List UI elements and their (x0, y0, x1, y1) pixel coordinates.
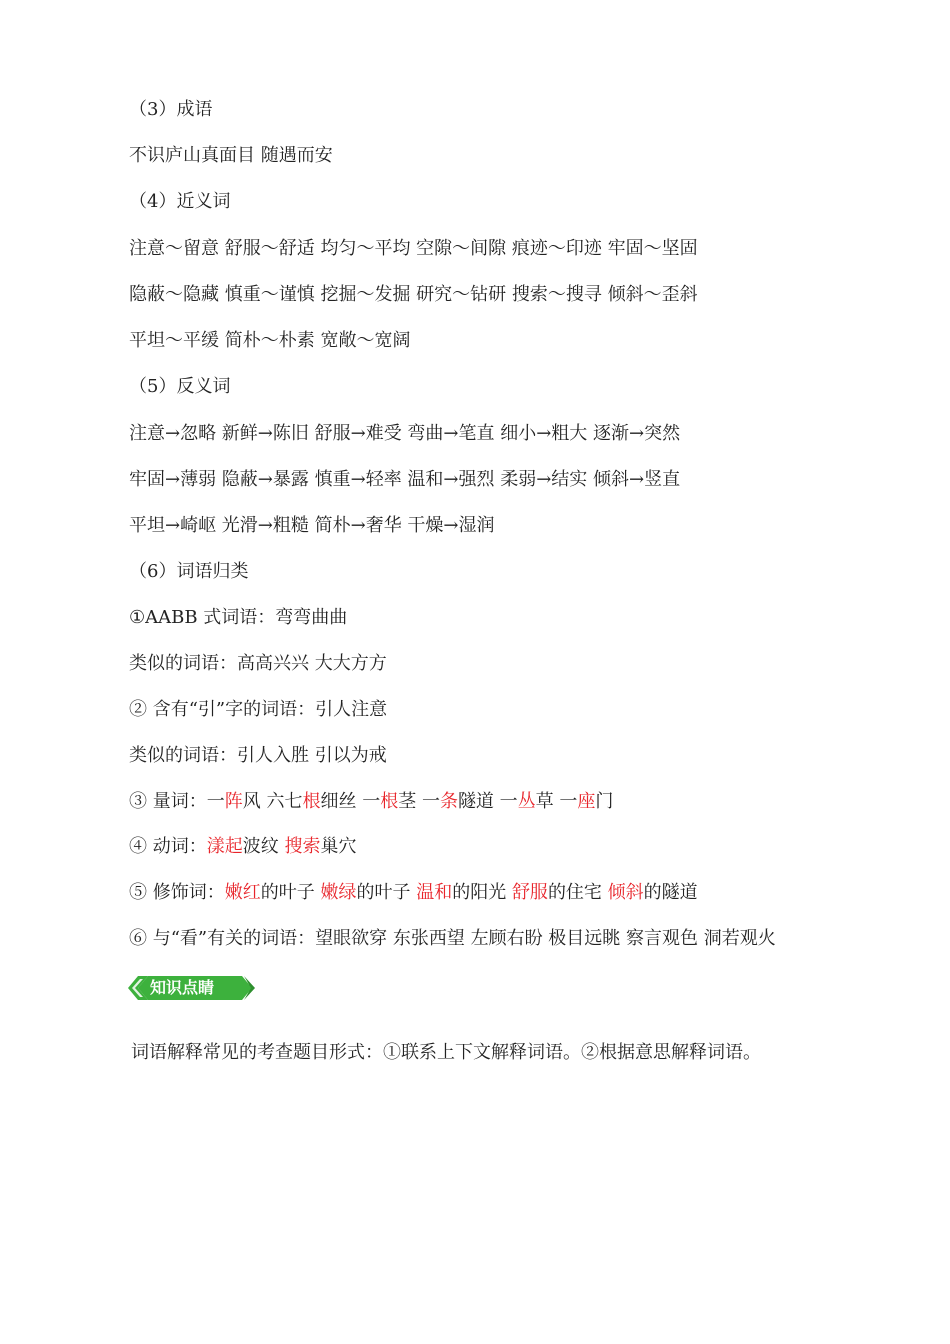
idioms-line: 不识庐山真面目 随遇而安 (129, 145, 333, 166)
aabb-similar-words: 类似的词语：高高兴兴 大大方方 (129, 653, 387, 674)
modifier-item: 舒服的住宅 (511, 882, 602, 903)
yin-similar-words: 类似的词语：引人入胜 引以为戒 (129, 745, 387, 766)
classify-heading: （6）词语归类 (129, 561, 249, 582)
yin-words: ② 含有“引”字的词语：引人注意 (129, 699, 388, 720)
modifier-item: 倾斜的隧道 (607, 882, 698, 903)
synonyms-line-3: 平坦～平缓 简朴～朴素 宽敞～宽阔 (129, 330, 411, 351)
measure-word-item: 一根茎 (362, 791, 417, 812)
look-words-line: ⑥ 与“看”有关的词语：望眼欲穿 东张西望 左顾右盼 极目远眺 察言观色 洞若观火 (129, 928, 776, 949)
antonyms-line-1: 注意→忽略 新鲜→陈旧 舒服→难受 弯曲→笔直 细小→粗大 逐渐→突然 (129, 423, 681, 444)
measure-words-label: ③ 量词： (129, 791, 207, 812)
modifiers-line (129, 881, 698, 905)
idioms-heading: （3）成语 (129, 99, 213, 120)
modifiers-label: ⑤ 修饰词： (129, 882, 225, 903)
measure-word-item: 六七根细丝 (266, 791, 357, 812)
measure-word-item: 一条隧道 (421, 791, 494, 812)
modifier-item: 嫩绿的叶子 (320, 882, 411, 903)
modifier-item: 嫩红的叶子 (224, 882, 315, 903)
verb-item: 漾起波纹 (206, 836, 279, 857)
badge-label: 知识点睛 (150, 978, 215, 997)
verb-item: 搜索巢穴 (284, 836, 357, 857)
synonyms-line-1: 注意～留意 舒服～舒适 均匀～平均 空隙～间隙 痕迹～印迹 牢固～坚固 (129, 238, 698, 259)
measure-words-line (129, 790, 613, 814)
synonyms-line-2: 隐蔽～隐藏 慎重～谨慎 挖掘～发掘 研究～钻研 搜索～搜寻 倾斜～歪斜 (129, 284, 698, 305)
modifier-item: 温和的阳光 (416, 882, 507, 903)
aabb-words: ①AABB 式词语：弯弯曲曲 (129, 607, 348, 628)
measure-word-item: 一丛草 (499, 791, 554, 812)
verbs-label: ④ 动词： (129, 836, 207, 857)
antonyms-line-2: 牢固→薄弱 隐蔽→暴露 慎重→轻率 温和→强烈 柔弱→结实 倾斜→竖直 (129, 469, 681, 490)
footer-text: 词语解释常见的考查题目形式：①联系上下文解释词语。②根据意思解释词语。 (131, 1042, 761, 1063)
measure-word-item: 一座门 (559, 791, 614, 812)
knowledge-badge (124, 975, 256, 1001)
antonyms-line-3: 平坦→崎岖 光滑→粗糙 简朴→奢华 干燥→湿润 (129, 515, 495, 536)
verbs-line (129, 835, 356, 859)
synonyms-heading: （4）近义词 (129, 191, 231, 212)
antonyms-heading: （5）反义词 (129, 376, 231, 397)
measure-word-item: 一阵风 (206, 791, 261, 812)
